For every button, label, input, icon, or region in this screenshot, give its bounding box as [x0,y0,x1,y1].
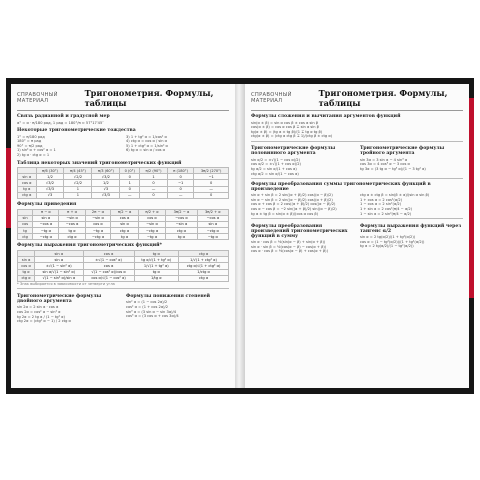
right-page [245,84,469,388]
table-row-label: sin [18,215,33,221]
formula-line: sin 2α = 2 sin α · cos α [17,305,59,310]
table-header-cell: 3π/2 − α [166,209,197,215]
table-cell: −1 [194,174,229,180]
formula-line: cos α − cos β = −2 sin((α + β)/2) sin((α − β)/2) [251,207,337,212]
table-cell: 0 [168,186,194,192]
table-cell: — [194,186,229,192]
formula-line: tg 3α = (3 tg α − tg³ α)/(1 − 3 tg² α) [360,167,426,172]
sum-product-grid [251,193,463,216]
formula-line: sin(α ± β) = sin α cos β ± cos α sin β [251,120,319,125]
table-cell: −sin α [59,215,85,221]
table-header-cell: π/2 − α [111,209,138,215]
table-cell: tg α [166,234,197,240]
formula-line: 1 + sin α = 2 cos²(π/4 − α/2) [360,207,413,212]
section-heading: Тригонометрические формулы тройного аргумента [360,146,445,157]
table-cell: −1 [168,180,194,186]
table-cell: −tg α [85,228,111,234]
bottom-columns [17,291,229,324]
formula-line: 1 − sin α = 2 sin²(π/4 − α/2) [360,211,412,216]
table-header-cell: π (180°) [168,168,194,174]
table-cell: sin α [33,215,59,221]
table-header-cell: π + α [59,209,85,215]
section-heading: Тригонометрические формулы двойного аргумента [17,293,102,304]
formula-line: sin² α = (1 − cos 2α)/2 [126,300,168,305]
product-tangent-columns [251,221,463,254]
formula-line: sin α/2 = ±√((1 − cos α)/2) [251,157,300,162]
table-header-cell: tg α [134,250,179,256]
half-triple-columns [251,143,463,176]
table-row-label: ctg α [18,192,37,198]
table-cell: √(1 − sin² α)/sin α [35,275,84,281]
formula-line: ctg α/2 = sin α/(1 − cos α) [251,171,299,176]
formula-line: 1 + cos α = 2 cos²(α/2) [360,197,403,202]
left-page [11,84,235,388]
formula-line: sin 3α = 3 sin α − 4 sin³ α [360,157,408,162]
table-row-label: cos α [18,180,37,186]
table-cell: 1 [140,174,168,180]
table-row-label: ctg α [18,275,35,281]
table-cell: √2/2 [64,174,92,180]
table-row [18,234,229,240]
formula-line: 1 − cos α = 2 sin²(α/2) [360,202,402,207]
table-cell: √3/2 [92,174,120,180]
formula-line: tg(α ± β) = (tg α ± tg β)/(1 ∓ tg α tg β) [251,129,323,134]
table-cell: — [140,186,168,192]
table-header-cell: 0 (0°) [120,168,140,174]
formula-line: cos α · cos β = ½(cos(α − β) + cos(α + β)) [251,249,328,254]
table-cell: cos α [138,215,165,221]
table-row-label: cos [18,221,33,227]
table-header-cell: π/6 (30°) [36,168,64,174]
table-cell: 1 [64,192,92,198]
table-row [18,192,229,198]
table-cell: 1 [64,186,92,192]
formula-line: ctg(α ± β) = (ctg α ctg β ∓ 1)/(ctg β ± ctg α) [251,134,333,139]
table-cell: sin α [35,257,84,263]
table-row-label: tg α [18,186,37,192]
formula-line: 2) tg α · ctg α = 1 [17,152,50,157]
formula-line: α° = α · π/180 рад, 1 рад = 180°/π ≈ 57°17′45″ [17,120,104,125]
formula-line: 4) ctg α = cos α / sin α [126,139,168,144]
table-cell: 0 [194,180,229,186]
table-cell: cos α [83,263,134,269]
table-cell: √2/2 [64,180,92,186]
values-table [17,167,229,199]
formula-line: tg α ± tg β = sin(α ± β)/(cos α cos β) [251,211,319,216]
table-cell: ctg α [59,234,85,240]
table-cell: 1/2 [92,180,120,186]
table-header-cell: π − α [33,209,59,215]
table-row [18,275,229,281]
formula-line: ctg 2α = (ctg² α − 1) / 2 ctg α [17,319,71,324]
table-header-cell: π/2 (90°) [140,168,168,174]
table-cell: −ctg α [138,228,165,234]
table-cell: ±√(1 − cos² α) [83,257,134,263]
section-heading: Некоторые тригонометрические тождества [17,128,136,134]
table-header-cell: cos α [83,250,134,256]
formula-line: cos α/2 = ±√((1 + cos α)/2) [251,162,301,167]
formula-line: cos³ α = (3 cos α + cos 3α)/4 [126,314,179,319]
page-title: Тригонометрия. Формулы, таблицы [84,88,214,108]
page-title: Тригонометрия. Формулы, таблицы [318,88,448,108]
table-cell: — [168,192,194,198]
table-cell: −cos α [33,221,59,227]
table-cell: ctg α/√(1 + ctg² α) [179,263,229,269]
divider [17,288,229,289]
table-cell: sin α [197,221,228,227]
table-cell: sin α [111,221,138,227]
table-row-label: cos α [18,263,35,269]
formula-line: 3) 1 + tg² α = 1/cos² α [126,134,167,139]
section-heading: Формулы выражения функций через тангенс α/2 [360,223,462,234]
table-cell: 0 [120,174,140,180]
right-page-header [251,88,463,111]
formula-line: cos α + cos β = 2 cos((α + β)/2) cos((α − β)/2) [251,202,336,207]
section-heading: Формулы преобразования произведений тригонометрических функций в сумму [251,223,348,239]
table-cell: cos α/√(1 − cos² α) [83,275,134,281]
divider [251,141,463,142]
table-cell: −cos α [166,215,197,221]
table-row-label: tg [18,228,33,234]
table-row-label: tg α [18,269,35,275]
formula-line: 5) 1 + ctg² α = 1/sin² α [126,143,168,148]
formula-line: cos 3α = 4 cos³ α − 3 cos α [360,162,410,167]
table-cell: −sin α [85,215,111,221]
table-row-label: sin α [18,257,35,263]
table-cell: cos α [111,215,138,221]
table-header-cell: 3π/2 (270°) [194,168,229,174]
table-cell: 0 [140,180,168,186]
table-row-label: ctg [18,234,33,240]
table-cell: −tg α [33,228,59,234]
divider [251,218,463,219]
table-header-cell: π/3 (60°) [92,168,120,174]
table-cell: −ctg α [197,228,228,234]
book-spine [235,84,245,388]
section-heading: Формулы выражения тригонометрических функций* [17,243,162,249]
section-heading: Таблица некоторых значений тригонометрических функций [17,160,182,166]
formula-line: cos 2α = cos² α − sin² α [17,310,61,315]
table-cell: ±√(1 − sin² α) [35,263,84,269]
identities-grid [17,135,229,158]
table-cell: √3/2 [36,180,64,186]
reduction-table [17,209,229,241]
left-page-header [17,88,229,111]
section-heading: Формулы сложения и вычитания аргументов функций [251,114,401,119]
table-cell: √(1 − cos² α)/cos α [83,269,134,275]
formula-line: 90° = π/2 рад [17,143,43,148]
table-cell: √3/3 [36,186,64,192]
table-cell: −cos α [59,221,85,227]
table-cell: −tg α [197,234,228,240]
table-cell: 1/ctg α [179,269,229,275]
table-cell: √3 [36,192,64,198]
footnote: * Знак выбирается в зависимости от четверти угла [17,281,115,286]
formula-line: sin α · sin β = ½(cos(α − β) − cos(α + β)) [251,244,327,249]
formula-line: cos α = (1 − tg²(α/2))/(1 + tg²(α/2)) [360,239,425,244]
table-cell: 1/√(1 + ctg² α) [179,257,229,263]
table-cell: tg α [59,228,85,234]
table-cell: tg α/√(1 + tg² α) [134,257,179,263]
formula-line: sin α = 2 tg(α/2)/(1 + tg²(α/2)) [360,235,416,240]
table-cell: cos α [85,221,111,227]
table-cell: 1/√(1 + tg² α) [134,263,179,269]
formula-line: sin α + sin β = 2 sin((α + β)/2) cos((α − β)/2) [251,193,333,198]
table-header-cell: 2π − α [85,209,111,215]
table-cell: 1/2 [36,174,64,180]
table-cell: 0 [120,186,140,192]
formula-line: sin³ α = (3 sin α − sin 3α)/4 [126,309,177,314]
expression-table [17,250,229,282]
section-heading: Формулы понижения степеней [126,293,211,299]
formula-line: 1) sin² α + cos² α = 1 [17,148,56,153]
table-cell: 0 [194,192,229,198]
table-cell: −cos α [197,215,228,221]
page-kicker: СПРАВОЧНЫЙ МАТЕРИАЛ [17,92,58,104]
table-cell: sin α/√(1 − sin² α) [35,269,84,275]
table-header-cell: sin α [35,250,84,256]
table-row-label: sin α [18,174,37,180]
table-cell: √3/3 [92,192,120,198]
table-cell: ctg α [111,228,138,234]
table-cell: 0 [140,192,168,198]
table-cell: √3 [92,186,120,192]
table-cell: −tg α [138,234,165,240]
table-header-cell: π/4 (45°) [64,168,92,174]
table-cell: ctg α [166,228,197,234]
divider [251,178,463,179]
formula-line: 6) tg α = sin α / cos α [126,148,166,153]
formula-line: ctg α ± ctg β = sin(β ± α)/(sin α sin β) [360,193,430,198]
table-cell: −ctg α [85,234,111,240]
formula-line: sin α · cos β = ½(sin(α − β) + sin(α + β)) [251,240,326,245]
section-heading: Связь радианной и градусной мер [17,114,110,119]
formula-line: sin α − sin β = 2 sin((α − β)/2) cos((α + β)/2) [251,197,333,202]
formula-line: tg α/2 = sin α/(1 + cos α) [251,167,297,172]
table-cell: ctg α [179,275,229,281]
table-header-cell: 3π/2 + α [197,209,228,215]
formula-line: tg α = 2 tg(α/2)/(1 − tg²(α/2)) [360,244,414,249]
page-kicker: СПРАВОЧНЫЙ МАТЕРИАЛ [251,92,292,104]
table-cell: −ctg α [33,234,59,240]
table-cell: tg α [134,269,179,275]
table-cell: — [120,192,140,198]
table-cell: 1/tg α [134,275,179,281]
table-cell: 1 [120,180,140,186]
formula-line: tg 2α = 2 tg α / (1 − tg² α) [17,314,65,319]
table-cell: 0 [168,174,194,180]
table-header-cell: ctg α [179,250,229,256]
formula-line: cos² α = (1 + cos 2α)/2 [126,305,169,310]
table-cell: −sin α [166,221,197,227]
table-cell: tg α [111,234,138,240]
section-heading: Формулы приведения [17,202,77,207]
table-header-cell: π/2 + α [138,209,165,215]
table-cell: −sin α [138,221,165,227]
formula-line: 1° = π/180 рад [17,134,45,139]
section-heading: Формулы преобразования суммы тригонометрических функций в произведение [251,181,431,192]
formula-line: cos(α ± β) = cos α cos β ∓ sin α sin β [251,125,319,130]
section-heading: Тригонометрические формулы половинного аргумента [251,146,336,157]
formula-line: 180° = π рад [17,139,42,144]
